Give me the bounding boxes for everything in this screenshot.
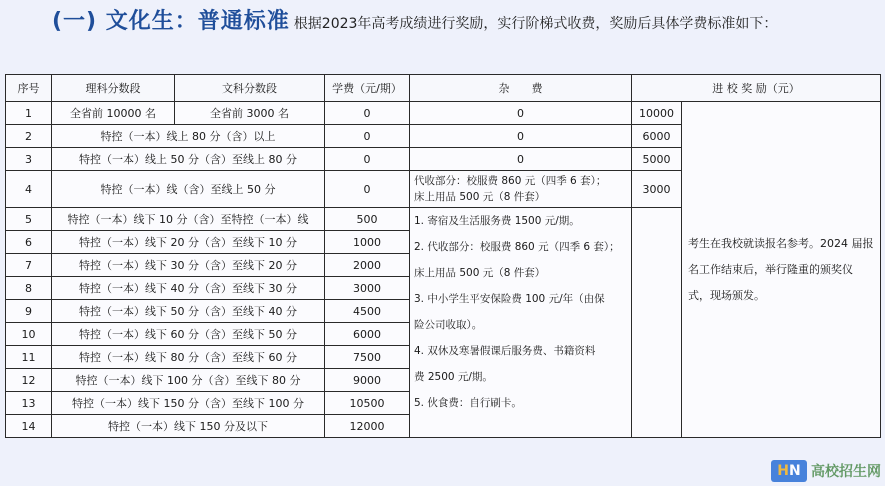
row-no: 11 bbox=[6, 346, 52, 369]
misc-note: 费 2500 元/期。 bbox=[414, 371, 493, 383]
row-no: 13 bbox=[6, 392, 52, 415]
tuition-value: 6000 bbox=[325, 323, 410, 346]
tuition-value: 2000 bbox=[325, 254, 410, 277]
row-no: 7 bbox=[6, 254, 52, 277]
misc-note: 4. 双休及寒暑假课后服务费、书籍资料 bbox=[414, 345, 596, 357]
watermark-text: 高校招生网 bbox=[811, 464, 881, 480]
score-range: 特控（一本）线下 50 分（含）至线下 40 分 bbox=[52, 300, 325, 323]
table-row bbox=[6, 102, 881, 125]
misc-note: 2. 代收部分：校服费 860 元（四季 6 套）； bbox=[414, 241, 620, 253]
score-range: 特控（一本）线下 10 分（含）至特控（一本）线 bbox=[52, 208, 325, 231]
header-row bbox=[6, 75, 881, 102]
row-no: 10 bbox=[6, 323, 52, 346]
misc-notes bbox=[410, 208, 632, 438]
watermark bbox=[771, 460, 881, 482]
science-range: 全省前 10000 名 bbox=[52, 102, 175, 125]
heading bbox=[52, 4, 777, 36]
score-range: 特控（一本）线下 80 分（含）至线下 60 分 bbox=[52, 346, 325, 369]
score-range: 特控（一本）线上 50 分（含）至线上 80 分 bbox=[52, 148, 325, 171]
arts-range: 全省前 3000 名 bbox=[175, 102, 325, 125]
section-subtitle: 根据2023年高考成绩进行奖励，实行阶梯式收费，奖励后具体学费标准如下： bbox=[293, 16, 778, 32]
misc-note: 床上用品 500 元（8 件套） bbox=[414, 267, 546, 279]
header-tuition: 学费（元/期） bbox=[325, 75, 410, 102]
score-range: 特控（一本）线下 30 分（含）至线下 20 分 bbox=[52, 254, 325, 277]
header-arts: 文科分数段 bbox=[175, 75, 325, 102]
misc-value: 0 bbox=[410, 148, 632, 171]
tuition-value: 0 bbox=[325, 125, 410, 148]
tuition-value: 7500 bbox=[325, 346, 410, 369]
row-no: 6 bbox=[6, 231, 52, 254]
header-no: 序号 bbox=[6, 75, 52, 102]
tuition-value: 10500 bbox=[325, 392, 410, 415]
header-reward: 进 校 奖 励（元） bbox=[632, 75, 881, 102]
score-range: 特控（一本）线上 80 分（含）以上 bbox=[52, 125, 325, 148]
row-no: 3 bbox=[6, 148, 52, 171]
tuition-value: 1000 bbox=[325, 231, 410, 254]
misc-value: 0 bbox=[410, 125, 632, 148]
reward-note: 考生在我校就读报名参考。2024 届报名工作结束后，举行隆重的颁奖仪式，现场颁发。 bbox=[682, 102, 881, 438]
misc-note: 1. 寄宿及生活服务费 1500 元/期。 bbox=[414, 215, 580, 227]
score-range: 特控（一本）线下 40 分（含）至线下 30 分 bbox=[52, 277, 325, 300]
score-range: 特控（一本）线下 20 分（含）至线下 10 分 bbox=[52, 231, 325, 254]
row-no: 5 bbox=[6, 208, 52, 231]
misc-line: 代收部分：校服费 860 元（四季 6 套）； bbox=[414, 175, 607, 187]
misc-note: 5. 伙食费：自行刷卡。 bbox=[414, 397, 522, 409]
misc-value: 0 bbox=[410, 102, 632, 125]
reward-empty bbox=[632, 208, 682, 438]
logo-letter: N bbox=[789, 463, 801, 479]
row-no: 14 bbox=[6, 415, 52, 438]
score-range: 特控（一本）线下 100 分（含）至线下 80 分 bbox=[52, 369, 325, 392]
row-no: 4 bbox=[6, 171, 52, 208]
score-range: 特控（一本）线下 150 分（含）至线下 100 分 bbox=[52, 392, 325, 415]
row-no: 1 bbox=[6, 102, 52, 125]
score-range: 特控（一本）线（含）至线上 50 分 bbox=[52, 171, 325, 208]
tuition-value: 0 bbox=[325, 171, 410, 208]
reward-value: 5000 bbox=[632, 148, 682, 171]
row-no: 8 bbox=[6, 277, 52, 300]
tuition-value: 500 bbox=[325, 208, 410, 231]
misc-line: 床上用品 500 元（8 件套） bbox=[414, 191, 546, 203]
fee-table bbox=[5, 74, 881, 438]
score-range: 特控（一本）线下 60 分（含）至线下 50 分 bbox=[52, 323, 325, 346]
row-no: 9 bbox=[6, 300, 52, 323]
tuition-value: 0 bbox=[325, 102, 410, 125]
reward-value: 3000 bbox=[632, 171, 682, 208]
tuition-value: 9000 bbox=[325, 369, 410, 392]
tuition-value: 4500 bbox=[325, 300, 410, 323]
score-range: 特控（一本）线下 150 分及以下 bbox=[52, 415, 325, 438]
reward-value: 6000 bbox=[632, 125, 682, 148]
misc-value bbox=[410, 171, 632, 208]
section-title: (一) 文化生：普通标准 bbox=[52, 9, 290, 34]
reward-value: 10000 bbox=[632, 102, 682, 125]
watermark-logo bbox=[771, 460, 807, 482]
row-no: 12 bbox=[6, 369, 52, 392]
misc-note: 3. 中小学生平安保险费 100 元/年（由保 bbox=[414, 293, 605, 305]
row-no: 2 bbox=[6, 125, 52, 148]
header-misc: 杂 费 bbox=[410, 75, 632, 102]
header-science: 理科分数段 bbox=[52, 75, 175, 102]
tuition-value: 3000 bbox=[325, 277, 410, 300]
logo-letter: H bbox=[777, 463, 789, 479]
misc-note: 险公司收取）。 bbox=[414, 319, 483, 331]
tuition-value: 0 bbox=[325, 148, 410, 171]
tuition-value: 12000 bbox=[325, 415, 410, 438]
